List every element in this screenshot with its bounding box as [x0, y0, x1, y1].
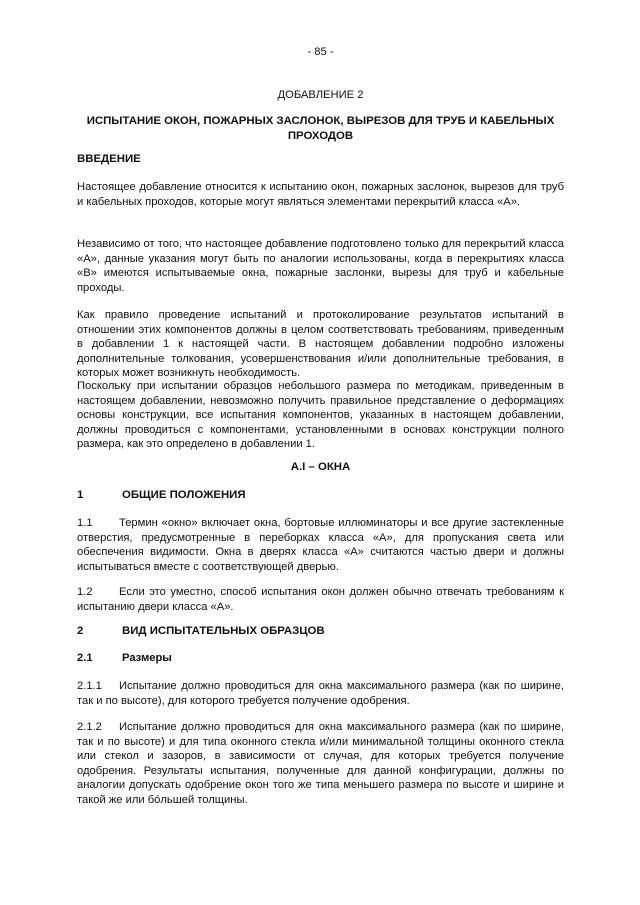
clause-2-1-2: [77, 720, 564, 808]
section-title: ВИД ИСПЫТАТЕЛЬНЫХ ОБРАЗЦОВ: [122, 625, 325, 637]
clause-number: 2.1.2: [77, 721, 102, 733]
clause-1-1: [77, 516, 564, 574]
intro-paragraph: Настоящее добавление относится к испытанию окон, пожарных заслонок, вырезов для труб и кабельных проходов, которые могут являться элементами перекрытий класса «А».: [77, 181, 564, 208]
section-heading: А.I – ОКНА: [290, 461, 351, 473]
section-title: ОБЩИЕ ПОЛОЖЕНИЯ: [122, 489, 246, 501]
clause-2-1-1: [77, 679, 564, 708]
section-2-heading: [77, 625, 564, 637]
clause-text: Термин «окно» включает окна, бортовые иллюминаторы и все другие застекленные отверстия, предусмотренные в переборках класса «А», для пропускания света или обеспечения видимости. Окна в дверях класса «А» считаются частью двери и должны испытываться вместе с соответствующей дверью.: [77, 517, 564, 573]
document-title: ИСПЫТАНИЕ ОКОН, ПОЖАРНЫХ ЗАСЛОНОК, ВЫРЕЗОВ ДЛЯ ТРУБ И КАБЕЛЬНЫХ ПРОХОДОВ: [86, 115, 555, 142]
intro-paragraph: Как правило проведение испытаний и протоколирование результатов испытаний в отношении этих компонентов должны в целом соответствовать требованиям, приведенным в добавлении 1 к настоящей части. В настоящем добавлении подробно изложены дополнительные толкования, усовершенствования и/или дополнительные требования, в которых может возникнуть необходимость.: [77, 309, 564, 380]
clause-text: Испытание должно проводиться для окна максимального размера (как по ширине, так и по высоте), для которого требуется получение одобрения.: [77, 680, 564, 707]
page-number: - 85 -: [307, 46, 334, 58]
intro-heading: ВВЕДЕНИЕ: [77, 153, 141, 165]
section-1-heading: [77, 489, 564, 501]
appendix-label: ДОБАВЛЕНИЕ 2: [277, 89, 364, 101]
intro-paragraph: Независимо от того, что настоящее добавление подготовлено только для перекрытий класса «А», данные указания могут быть по аналогии использованы, когда в перекрытиях класса «В» имеются испытываемые окна, пожарные заслонки, вырезы для труб и кабельные проходы.: [77, 238, 564, 294]
clause-number: 2.1.1: [77, 680, 102, 692]
subsection-title: Размеры: [122, 652, 172, 664]
clause-text: Испытание должно проводиться для окна максимального размера (как по ширине, так и по высоте) и для типа оконного стекла и/или минимальной толщины оконного стекла или стекол и зазоров, в зависимости от случая, для которых требуется получение одобрения. Результаты испытания, полученные для данной конфигурации, должны по аналогии допускать одобрение окон того же типа меньшего размера по высоте и ширине и такой же или бóльшей толщины.: [77, 721, 564, 806]
clause-text: Если это уместно, способ испытания окон должен обычно отвечать требованиям к испытанию двери класса «А».: [77, 586, 564, 613]
intro-paragraph: Поскольку при испытании образцов небольшого размера по методикам, приведенным в настоящем добавлении, невозможно получить правильное представление о деформациях основы конструкции, все испытания компонентов, указанных в настоящем добавлении, должны проводиться с компонентами, установленными в основах конструкции полного размера, как это определено в добавлении 1.: [77, 380, 564, 451]
clause-number: 1.1: [77, 517, 93, 529]
section-number: 2: [77, 625, 84, 637]
clause-number: 1.2: [77, 586, 93, 598]
section-number: 1: [77, 489, 84, 501]
clause-1-2: [77, 585, 564, 614]
subsection-2-1-heading: [77, 652, 564, 664]
subsection-number: 2.1: [77, 652, 93, 664]
